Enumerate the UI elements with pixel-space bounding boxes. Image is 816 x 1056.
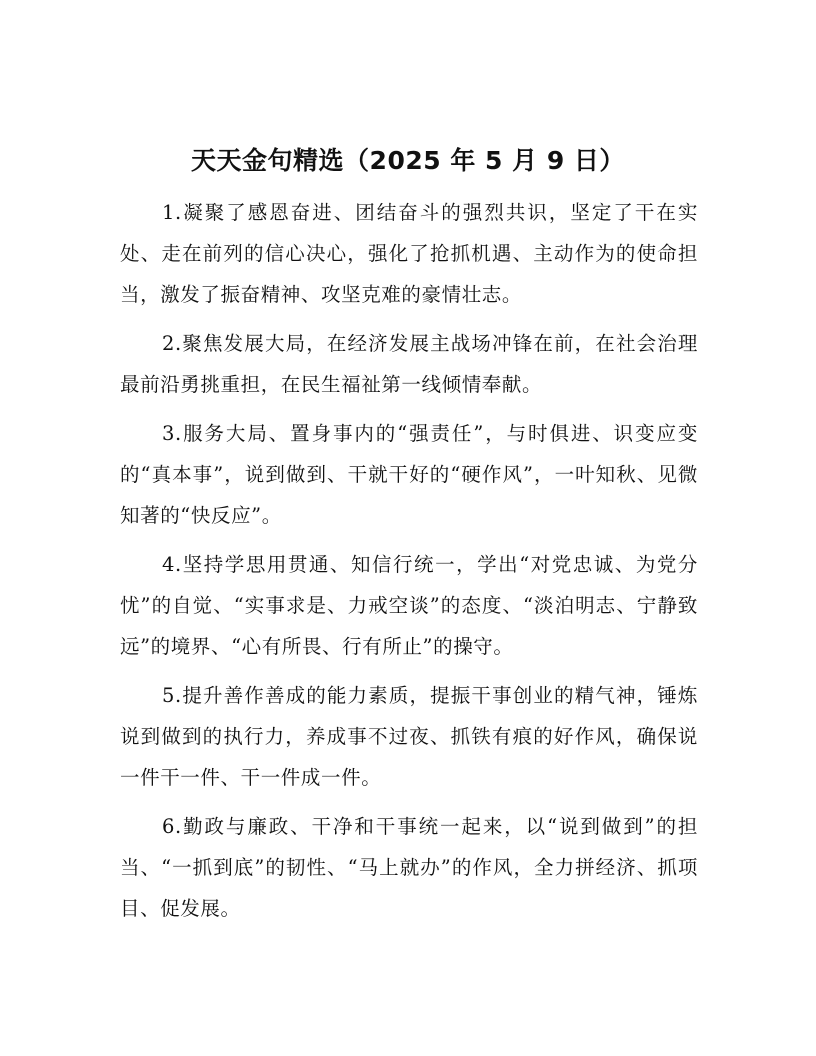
paragraph-3: 3.服务大局、置身事内的“强责任”，与时俱进、识变应变的“真本事”，说到做到、干就干好的“硬作风”，一叶知秋、见微知著的“快反应”。 [120, 422, 698, 527]
document-title: 天天金句精选（2025 年 5 月 9 日） [191, 146, 625, 175]
paragraph-5: 5.提升善作善成的能力素质，提振干事创业的精气神，锤炼说到做到的执行力，养成事不过夜、抓铁有痕的好作风，确保说一件干一件、干一件成一件。 [120, 684, 698, 789]
paragraph-1: 1.凝聚了感恩奋进、团结奋斗的强烈共识，坚定了干在实处、走在前列的信心决心，强化了抢抓机遇、主动作为的使命担当，激发了振奋精神、攻坚克难的豪情壮志。 [120, 201, 698, 306]
document-body [120, 192, 698, 937]
paragraph-6: 6.勤政与廉政、干净和干事统一起来，以“说到做到”的担当、“一抓到底”的韧性、“马上就办”的作风，全力拼经济、抓项目、促发展。 [120, 815, 698, 920]
paragraph-2: 2.聚焦发展大局，在经济发展主战场冲锋在前，在社会治理最前沿勇挑重担，在民生福祉第一线倾情奉献。 [120, 332, 698, 396]
paragraph-4: 4.坚持学思用贯通、知信行统一，学出“对党忠诚、为党分忧”的自觉、“实事求是、力戒空谈”的态度、“淡泊明志、宁静致远”的境界、“心有所畏、行有所止”的操守。 [120, 553, 698, 658]
